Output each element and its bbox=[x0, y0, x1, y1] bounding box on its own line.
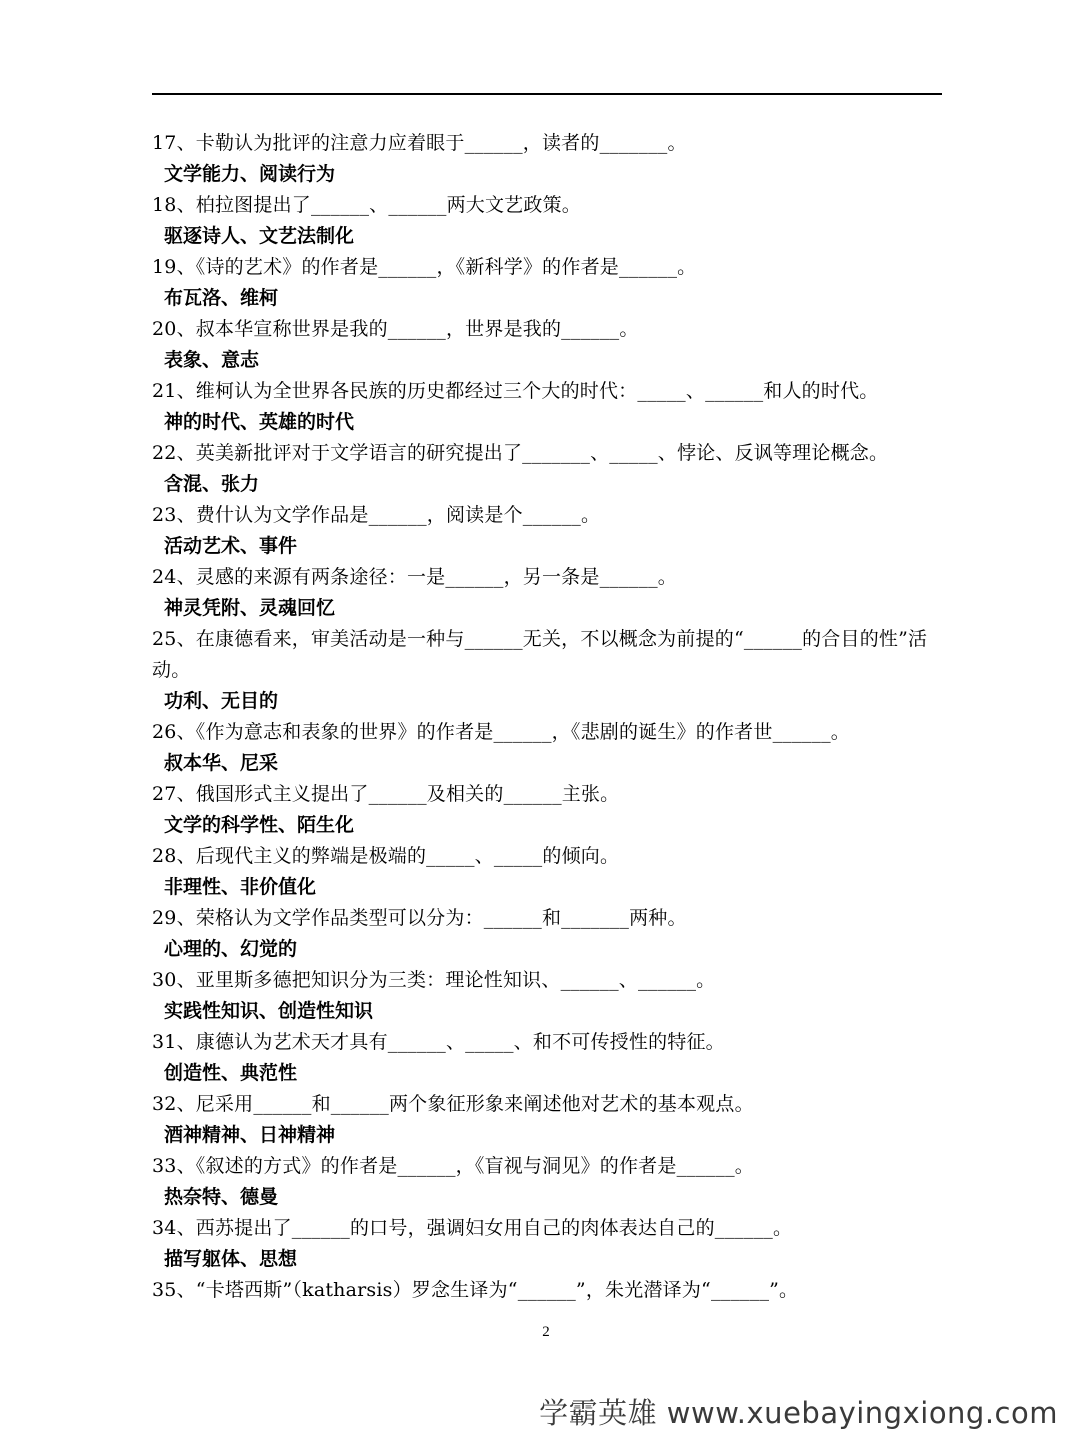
question-29: 29、荣格认为文学作品类型可以分为：______和_______两种。 bbox=[152, 907, 687, 929]
answer-27: 文学的科学性、陌生化 bbox=[164, 814, 355, 836]
question-33: 33、《叙述的方式》的作者是______，《盲视与洞见》的作者是______。 bbox=[152, 1155, 754, 1177]
question-24: 24、灵感的来源有两条途径：一是______，另一条是______。 bbox=[152, 566, 677, 588]
watermark: 学霸英雄 www.xuebayingxiong.com bbox=[539, 1396, 1058, 1430]
question-17: 17、卡勒认为批评的注意力应着眼于______，读者的_______。 bbox=[152, 132, 687, 154]
question-23: 23、费什认为文学作品是______，阅读是个______。 bbox=[152, 504, 601, 526]
question-20: 20、叔本华宣称世界是我的______，世界是我的______。 bbox=[152, 318, 639, 340]
answer-26: 叔本华、尼采 bbox=[164, 752, 279, 774]
answer-22: 含混、张力 bbox=[164, 473, 260, 495]
answer-32: 酒神精神、日神精神 bbox=[164, 1124, 336, 1146]
question-21: 21、维柯认为全世界各民族的历史都经过三个大的时代：_____、______和人的时代。 bbox=[152, 380, 879, 402]
question-34: 34、西苏提出了______的口号，强调妇女用自己的肉体表达自己的______。 bbox=[152, 1217, 793, 1239]
question-27: 27、俄国形式主义提出了______及相关的______主张。 bbox=[152, 783, 620, 805]
question-list bbox=[152, 128, 952, 1306]
question-30: 30、亚里斯多德把知识分为三类：理论性知识、______、______。 bbox=[152, 969, 716, 991]
answer-19: 布瓦洛、维柯 bbox=[164, 287, 279, 309]
answer-18: 驱逐诗人、文艺法制化 bbox=[164, 225, 355, 247]
answer-33: 热奈特、德曼 bbox=[164, 1186, 279, 1208]
answer-29: 心理的、幻觉的 bbox=[164, 938, 298, 960]
header-rule bbox=[152, 93, 942, 95]
answer-21: 神的时代、英雄的时代 bbox=[164, 411, 355, 433]
answer-34: 描写躯体、思想 bbox=[164, 1248, 298, 1270]
answer-24: 神灵凭附、灵魂回忆 bbox=[164, 597, 336, 619]
question-22: 22、英美新批评对于文学语言的研究提出了_______、_____、悖论、反讽等理论概念。 bbox=[152, 442, 889, 464]
question-32: 32、尼采用______和______两个象征形象来阐述他对艺术的基本观点。 bbox=[152, 1093, 754, 1115]
answer-17: 文学能力、阅读行为 bbox=[164, 163, 336, 185]
page-number: 2 bbox=[542, 1324, 550, 1340]
answer-20: 表象、意志 bbox=[164, 349, 260, 371]
answer-28: 非理性、非价值化 bbox=[164, 876, 317, 898]
question-18: 18、柏拉图提出了______、______两大文艺政策。 bbox=[152, 194, 581, 216]
answer-25: 功利、无目的 bbox=[164, 690, 279, 712]
question-26: 26、《作为意志和表象的世界》的作者是______，《悲剧的诞生》的作者世______。 bbox=[152, 721, 850, 743]
question-25: 25、在康德看来，审美活动是一种与______无关，不以概念为前提的“______的合目的性”活动。 bbox=[152, 628, 928, 681]
question-35: 35、“卡塔西斯”（katharsis）罗念生译为“______”，朱光潜译为“______”。 bbox=[152, 1279, 799, 1301]
answer-23: 活动艺术、事件 bbox=[164, 535, 298, 557]
question-31: 31、康德认为艺术天才具有______、_____、和不可传授性的特征。 bbox=[152, 1031, 725, 1053]
answer-31: 创造性、典范性 bbox=[164, 1062, 298, 1084]
question-28: 28、后现代主义的弊端是极端的_____、_____的倾向。 bbox=[152, 845, 620, 867]
question-19: 19、《诗的艺术》的作者是______，《新科学》的作者是______。 bbox=[152, 256, 697, 278]
answer-30: 实践性知识、创造性知识 bbox=[164, 1000, 374, 1022]
